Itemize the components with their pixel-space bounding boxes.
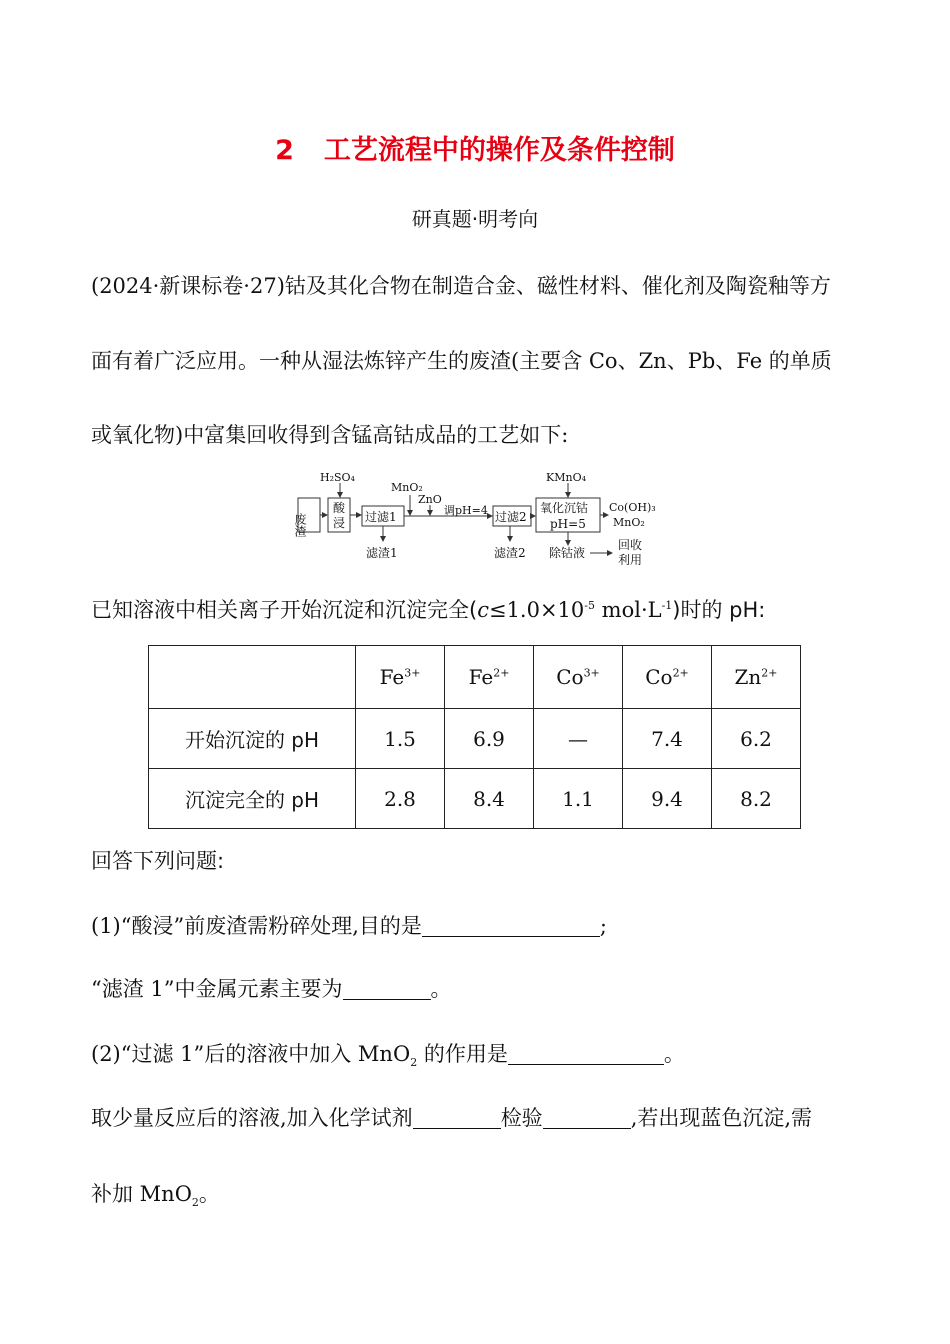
- question-1-line-1: (1)“酸浸”前废渣需粉碎处理,目的是 ;: [91, 914, 607, 938]
- table-cell: 1.5: [356, 709, 445, 769]
- question-2-line-2: 取少量反应后的溶液,加入化学试剂 检验 ,若出现蓝色沉淀,需: [91, 1106, 813, 1130]
- table-cell: 7.4: [623, 709, 712, 769]
- answer-prompt: 回答下列问题:: [91, 849, 225, 873]
- intro-line-1: (2024·新课标卷·27)钴及其化合物在制造合金、磁性材料、催化剂及陶瓷釉等方: [91, 274, 831, 298]
- table-cell: 8.4: [445, 769, 534, 829]
- section-subtitle: 研真题·明考向: [411, 207, 539, 231]
- label-box-acid-1: 酸: [333, 501, 346, 515]
- table-cell: 8.2: [712, 769, 801, 829]
- table-cell: 1.1: [534, 769, 623, 829]
- label-kmno4: KMnO₄: [546, 471, 586, 484]
- label-recycle-1: 回收: [618, 538, 643, 552]
- table-cell: 6.2: [712, 709, 801, 769]
- label-cobalt-removed: 除钴液: [549, 546, 586, 560]
- label-mno2: MnO₂: [391, 481, 423, 494]
- row-label-start: 开始沉淀的 pH: [149, 709, 356, 769]
- answer-blank-1[interactable]: [422, 914, 600, 937]
- question-2-line-1: (2)“过滤 1”后的溶液中加入 MnO$_2$ 的作用是 。: [91, 1042, 685, 1070]
- label-recycle-2: 利用: [618, 553, 643, 567]
- label-adjust-ph: 调pH=4: [444, 504, 488, 517]
- title-text: 工艺流程中的操作及条件控制: [323, 135, 675, 166]
- label-box-waste: 废渣: [293, 513, 307, 537]
- ph-table: [148, 645, 801, 829]
- label-product-1: Co(OH)₃: [609, 501, 656, 514]
- label-residue-2: 滤渣2: [494, 546, 526, 560]
- ion-co2: $Co^{2+}$: [623, 646, 712, 709]
- ion-fe2: $Fe^{2+}$: [445, 646, 534, 709]
- label-h2so4: H₂SO₄: [320, 471, 355, 484]
- label-box-oxidize-2: pH=5: [550, 517, 586, 531]
- process-flowchart: [290, 465, 670, 575]
- table-cell: —: [534, 709, 623, 769]
- table-row: [149, 709, 801, 769]
- table-cell: 2.8: [356, 769, 445, 829]
- answer-blank-2[interactable]: [343, 977, 431, 1000]
- row-label-complete: 沉淀完全的 pH: [149, 769, 356, 829]
- ion-fe3: $Fe^{3+}$: [356, 646, 445, 709]
- table-cell: 6.9: [445, 709, 534, 769]
- question-2-line-3: 补加 MnO$_2$。: [91, 1182, 220, 1210]
- intro-line-2: 面有着广泛应用。一种从湿法炼锌产生的废渣(主要含 Co、Zn、Pb、Fe 的单质: [91, 349, 832, 373]
- ion-zn2: $Zn^{2+}$: [712, 646, 801, 709]
- label-box-acid-2: 浸: [333, 516, 346, 530]
- label-box-filter-2: 过滤2: [495, 510, 527, 524]
- label-zno: ZnO: [418, 493, 442, 506]
- table-cell: 9.4: [623, 769, 712, 829]
- answer-blank-3[interactable]: [508, 1042, 664, 1065]
- label-residue-1: 滤渣1: [366, 546, 398, 560]
- answer-blank-4[interactable]: [413, 1106, 501, 1129]
- title-number: 2: [275, 135, 294, 166]
- intro-line-3: 或氧化物)中富集回收得到含锰高钴成品的工艺如下:: [91, 423, 569, 447]
- label-product-2: MnO₂: [613, 516, 645, 529]
- answer-blank-5[interactable]: [543, 1106, 631, 1129]
- question-1-line-2: “滤渣 1”中金属元素主要为 。: [91, 977, 452, 1001]
- known-condition-line: 已知溶液中相关离子开始沉淀和沉淀完全($c\le 1.0\times 10^{-5}$ $mol\cdot L^{-1}$)时的 pH:: [91, 598, 766, 622]
- table-corner-cell: [149, 646, 356, 709]
- ion-co3: $Co^{3+}$: [534, 646, 623, 709]
- table-row: [149, 769, 801, 829]
- page-title: [0, 128, 950, 167]
- table-header-row: [149, 646, 801, 709]
- label-box-filter-1: 过滤1: [365, 510, 397, 524]
- label-box-oxidize-1: 氧化沉钴: [540, 501, 589, 515]
